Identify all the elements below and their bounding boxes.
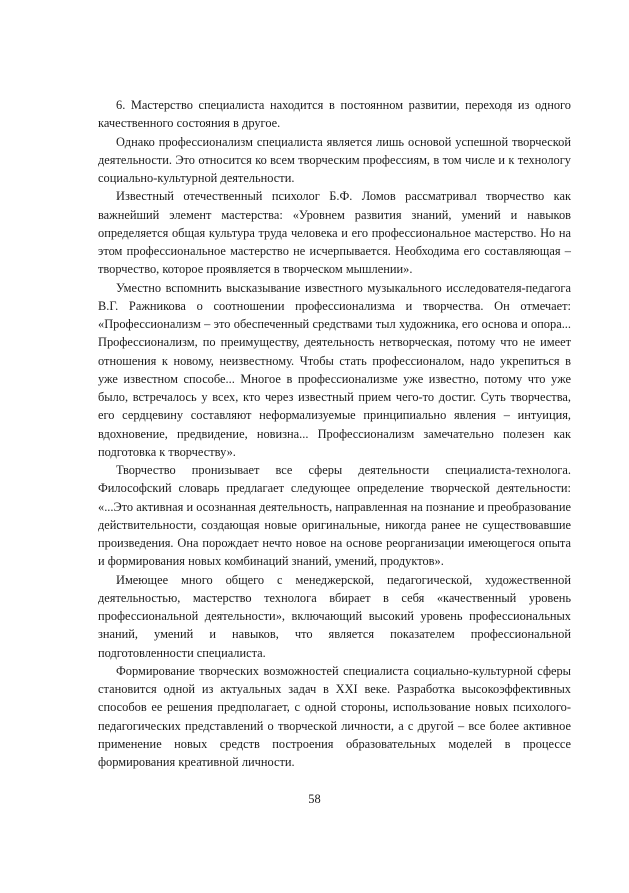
paragraph-6: Имеющее много общего с менеджерской, педагогической, художественной деятельностью, мастерство технолога вбирает в себя «качественный уровень профессиональной деятельности», включающий высокий уровень профессиональных знаний, умений и навыков, что является показателем профессиональной подготовленности специалиста. (98, 572, 571, 660)
body-text (98, 96, 571, 771)
paragraph-4: Уместно вспомнить высказывание известного музыкального исследователя-педагога В.Г. Ражникова о соотношении профессионализма и творчества. Он отмечает: «Профессионализм – это обеспеченный средствами тыл художника, его основа и опора... Профессионализм, по преимуществу, деятельность нетворческая, потому что не имеет отношения к новому, неизвестному. Чтобы стать профессионалом, надо укрепиться в уже известном способе... Многое в профессионализме уже известно, потому что уже было, встречалось у всех, кто через известный прием чего-то достиг. Суть творчества, его сердцевину составляют неформализуемые принципиально явления – интуиция, вдохновение, предвидение, новизна... Профессионализм замечательно полезен как подготовка к творчеству». (98, 280, 571, 459)
paragraph-2: Однако профессионализм специалиста является лишь основой успешной творческой деятельности. Это относится ко всем творческим профессиям, в том числе и к технологу социально-культурной деятельности. (98, 134, 571, 185)
paragraph-1: 6. Мастерство специалиста находится в постоянном развитии, переходя из одного качественного состояния в другое. (98, 98, 571, 131)
paragraph-5: Творчество пронизывает все сферы деятельности специалиста-технолога. Философский словарь предлагает следующее определение творческой деятельности: «...Это активная и осознанная деятельность, направленная на познание и преобразование действительности, создающая новые оригинальные, никогда ранее не существовавшие произведения. Она порождает нечто новое на основе реорганизации имеющегося опыта и формирования новых комбинаций знаний, умений, продуктов». (98, 463, 571, 569)
paragraph-3: Известный отечественный психолог Б.Ф. Ломов рассматривал творчество как важнейший элемент мастерства: «Уровнем развития знаний, умений и навыков определяется общая культура труда человека и его профессиональное мастерство. Но на этом профессиональное мастерство не исчерпывается. Необходима его составляющая – творчество, которое проявляется в творческом мышлении». (98, 189, 571, 277)
paragraph-7: Формирование творческих возможностей специалиста социально-культурной сферы становится одной из актуальных задач в XXI веке. Разработка высокоэффективных способов ее решения предполагает, с одной стороны, использование новых психолого-педагогических представлений о творческой личности, а с другой – все более активное применение новых средств построения образовательных моделей в процессе формирования креативной личности. (98, 663, 571, 769)
page-number: 58 (308, 792, 321, 806)
